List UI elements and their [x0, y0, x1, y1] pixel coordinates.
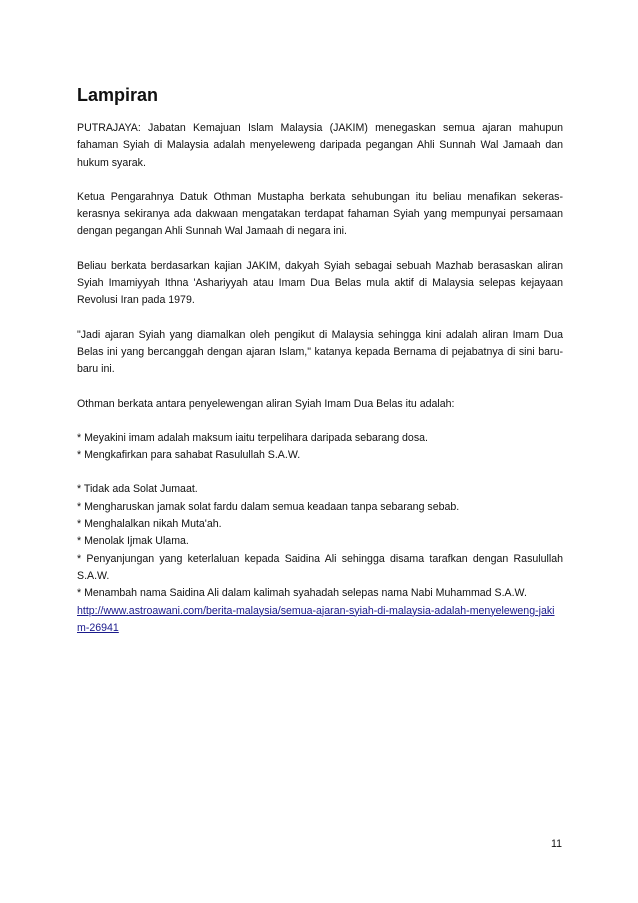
paragraph-director: Ketua Pengarahnya Datuk Othman Mustapha berkata sehubungan itu beliau menafikan sekeras-kerasnya sekiranya ada dakwaan mengatakan terdapat fahaman Syiah yang mempunyai persamaan dengan pegangan Ahli Sunnah Wal Jamaah di negara ini.	[77, 190, 563, 238]
list-item: * Mengkafirkan para sahabat Rasulullah S.A.W.	[77, 449, 301, 462]
deviation-list-first	[77, 430, 563, 465]
source-link[interactable]: http://www.astroawani.com/berita-malaysia/semua-ajaran-syiah-di-malaysia-adalah-menyeleweng-jakim-26941	[77, 604, 555, 634]
paragraph-list-intro: Othman berkata antara penyelewengan aliran Syiah Imam Dua Belas itu adalah:	[77, 397, 455, 410]
list-item: * Penyanjungan yang keterlaluan kepada Saidina Ali sehingga disama tarafkan dengan Rasulullah S.A.W.	[77, 552, 563, 582]
page-title: Lampiran	[77, 85, 159, 105]
list-item: * Tidak ada Solat Jumaat.	[77, 483, 198, 496]
page-number: 11	[551, 838, 562, 850]
paragraph-intro: PUTRAJAYA: Jabatan Kemajuan Islam Malaysia (JAKIM) menegaskan semua ajaran mahupun fahaman Syiah di Malaysia adalah menyeleweng daripada pegangan Ahli Sunnah Wal Jamaah dan hukum syarak.	[77, 122, 563, 169]
document-content	[77, 84, 563, 637]
deviation-list-second	[77, 481, 563, 602]
paragraph-study: Beliau berkata berdasarkan kajian JAKIM, dakyah Syiah sebagai sebuah Mazhab berasaskan aliran Syiah Imamiyyah Ithna 'Ashariyyah atau Imam Dua Belas mula aktif di Malaysia selepas kejayaan Revolusi Iran pada 1979.	[77, 259, 563, 307]
list-item: * Menambah nama Saidina Ali dalam kalimah syahadah selepas nama Nabi Muhammad S.A.W.	[77, 587, 527, 600]
list-item: * Menolak Ijmak Ulama.	[77, 535, 189, 548]
list-item: * Menghalalkan nikah Muta'ah.	[77, 518, 222, 531]
paragraph-quote: "Jadi ajaran Syiah yang diamalkan oleh pengikut di Malaysia sehingga kini adalah aliran Imam Dua Belas ini yang bercanggah dengan ajaran Islam," katanya kepada Bernama di pejabatnya di sini baru-baru ini.	[77, 328, 563, 376]
list-item: * Mengharuskan jamak solat fardu dalam semua keadaan tanpa sebarang sebab.	[77, 500, 460, 513]
list-item: * Meyakini imam adalah maksum iaitu terpelihara daripada sebarang dosa.	[77, 431, 428, 444]
